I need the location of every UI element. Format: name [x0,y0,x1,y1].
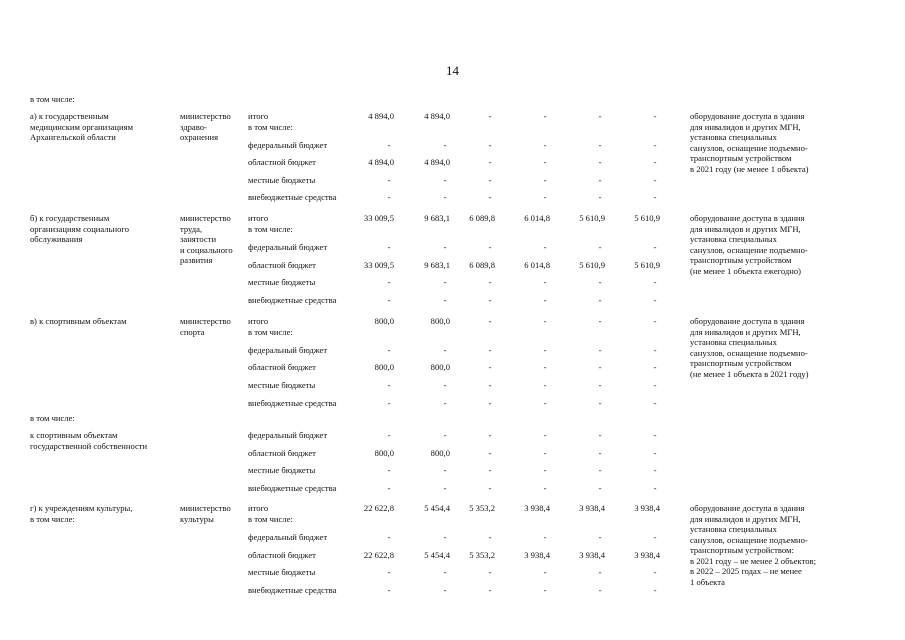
source-value-cell: - [488,585,492,595]
source-value-cell: - [488,157,492,167]
expected-result: санузлов, оснащение подъемно- [690,347,808,358]
source-value-cell: - [387,465,391,475]
row-name: государственной собственности [30,440,148,451]
source-value-cell: - [387,277,391,287]
source-value-cell: - [543,140,547,150]
source-value-cell: - [488,483,492,493]
total-value-cell: 33 009,5 [363,213,394,223]
source-value-cell: - [598,345,602,355]
ministry-name: министерство [180,213,231,223]
funding-source: местные бюджеты [248,465,316,475]
source-value-cell: 800,0 [374,362,394,372]
source-value-cell: - [543,430,547,440]
source-value-cell: - [488,430,492,440]
funding-source: внебюджетные средства [248,398,337,408]
source-value-cell: - [543,345,547,355]
source-value-cell: - [443,380,447,390]
source-value-cell: - [653,362,657,372]
expected-result: для инвалидов и других МГН, [690,223,801,234]
source-value-cell: - [543,277,547,287]
source-value-cell: - [543,483,547,493]
sub-label: в том числе: [30,413,75,423]
source-value-cell: - [488,295,492,305]
expected-result: оборудование доступа в здания [690,213,805,223]
funding-source: областной бюджет [248,448,316,458]
source-value-cell: - [653,567,657,577]
source-value-cell: - [543,192,547,202]
source-value-cell: - [387,192,391,202]
total-value-cell: 6 014,8 [524,213,550,223]
total-label: в том числе: [248,326,293,337]
expected-result: установка специальных [690,337,777,347]
source-value-cell: 800,0 [430,448,450,458]
total-value-cell: - [543,111,547,121]
source-value-cell: - [653,398,657,408]
funding-source: областной бюджет [248,362,316,372]
source-value-cell: - [543,585,547,595]
source-value-cell: - [387,295,391,305]
source-value-cell: - [443,345,447,355]
total-value-cell: - [543,316,547,326]
expected-result: установка специальных [690,234,777,244]
source-value-cell: - [443,430,447,440]
source-value-cell: - [543,295,547,305]
source-value-cell: - [543,157,547,167]
source-value-cell: - [598,380,602,390]
source-value-cell: - [387,242,391,252]
source-value-cell: - [443,585,447,595]
funding-source: федеральный бюджет [248,242,328,252]
total-value-cell: - [488,111,492,121]
expected-result: оборудование доступа в здания [690,316,805,326]
total-value-cell: 3 938,4 [634,503,660,513]
source-value-cell: - [387,380,391,390]
total-value-cell: 800,0 [430,316,450,326]
source-value-cell: - [598,295,602,305]
intro-label: в том числе: [30,94,75,104]
funding-source: местные бюджеты [248,277,316,287]
total-value-cell: 3 938,4 [579,503,605,513]
source-value-cell: - [443,465,447,475]
source-value-cell: 3 938,4 [634,550,660,560]
total-value-cell: 5 454,4 [424,503,450,513]
ministry-name: культуры [180,513,214,524]
source-value-cell: - [488,532,492,542]
source-value-cell: - [443,140,447,150]
expected-result: санузлов, оснащение подъемно- [690,534,808,545]
expected-result: установка специальных [690,524,777,534]
ministry-name: спорта [180,326,205,337]
source-value-cell: - [387,140,391,150]
source-value-cell: 3 938,4 [579,550,605,560]
total-label: итого [248,316,269,326]
total-value-cell: 5 353,2 [469,503,495,513]
source-value-cell: - [653,345,657,355]
expected-result: 1 объекта [690,576,725,587]
source-value-cell: - [598,398,602,408]
source-value-cell: 6 014,8 [524,260,550,270]
row-name: медицинским организациям [30,121,134,132]
total-value-cell: 4 894,0 [424,111,450,121]
total-value-cell: - [598,316,602,326]
source-value-cell: 4 894,0 [368,157,394,167]
expected-result: оборудование доступа в здания [690,503,805,513]
source-value-cell: - [488,448,492,458]
total-value-cell: 4 894,0 [368,111,394,121]
source-value-cell: - [598,192,602,202]
source-value-cell: - [543,362,547,372]
source-value-cell: - [653,175,657,185]
ministry-name: здраво- [180,121,207,132]
total-value-cell: - [653,316,657,326]
ministry-name: и социального [180,244,233,255]
source-value-cell: - [387,585,391,595]
total-value-cell: - [653,111,657,121]
source-value-cell: 33 009,5 [363,260,394,270]
ministry-name: министерство [180,503,231,513]
source-value-cell: - [387,567,391,577]
source-value-cell: - [387,483,391,493]
source-value-cell: - [598,465,602,475]
funding-source: внебюджетные средства [248,295,337,305]
ministry-name: министерство [180,111,231,121]
source-value-cell: - [488,465,492,475]
source-value-cell: - [598,532,602,542]
expected-result: транспортным устройством: [690,545,794,555]
ministry-name: труда, [180,223,203,234]
source-value-cell: - [488,362,492,372]
expected-result: для инвалидов и других МГН, [690,326,801,337]
source-value-cell: - [488,175,492,185]
total-value-cell: 5 610,9 [579,213,605,223]
source-value-cell: - [543,380,547,390]
total-value-cell: 22 622,8 [363,503,394,513]
row-name: обслуживания [30,234,83,244]
expected-result: в 2022 – 2025 годах – не менее [690,566,802,576]
row-name: а) к государственным [30,111,109,121]
funding-source: федеральный бюджет [248,430,328,440]
source-value-cell: - [598,430,602,440]
source-value-cell: - [653,448,657,458]
expected-result: санузлов, оснащение подъемно- [690,142,808,153]
source-value-cell: 3 938,4 [524,550,550,560]
funding-source: местные бюджеты [248,567,316,577]
source-value-cell: - [543,567,547,577]
expected-result: установка специальных [690,132,777,142]
total-value-cell: - [488,316,492,326]
ministry-name: развития [180,255,213,265]
source-value-cell: - [488,567,492,577]
source-value-cell: - [443,483,447,493]
total-label: итого [248,503,269,513]
source-value-cell: - [543,448,547,458]
source-value-cell: - [598,242,602,252]
source-value-cell: - [443,567,447,577]
row-name: в том числе: [30,513,75,524]
source-value-cell: - [598,140,602,150]
source-value-cell: - [443,242,447,252]
source-value-cell: - [598,157,602,167]
total-label: итого [248,213,269,223]
row-name: Архангельской области [30,132,116,142]
source-value-cell: 800,0 [430,362,450,372]
source-value-cell: - [653,140,657,150]
source-value-cell: - [387,345,391,355]
source-value-cell: - [543,175,547,185]
source-value-cell: - [653,192,657,202]
row-name: б) к государственным [30,213,110,223]
expected-result: (не менее 1 объекта в 2021 году) [690,368,809,379]
ministry-name: министерство [180,316,231,326]
source-value-cell: - [598,567,602,577]
funding-source: внебюджетные средства [248,483,337,493]
source-value-cell: - [598,483,602,493]
total-value-cell: 800,0 [374,316,394,326]
source-value-cell: - [488,277,492,287]
total-value-cell: 6 089,8 [469,213,495,223]
source-value-cell: - [653,483,657,493]
source-value-cell: - [488,140,492,150]
total-value-cell: 3 938,4 [524,503,550,513]
total-value-cell: 9 683,1 [424,213,450,223]
source-value-cell: - [443,192,447,202]
total-label: итого [248,111,269,121]
funding-source: федеральный бюджет [248,532,328,542]
source-value-cell: 6 089,8 [469,260,495,270]
total-label: в том числе: [248,121,293,132]
expected-result: транспортным устройством [690,358,792,368]
total-label: в том числе: [248,513,293,524]
source-value-cell: - [653,465,657,475]
expected-result: транспортным устройством [690,255,792,265]
source-value-cell: - [653,380,657,390]
source-value-cell: - [543,532,547,542]
expected-result: транспортным устройством [690,153,792,163]
expected-result: для инвалидов и других МГН, [690,513,801,524]
source-value-cell: 4 894,0 [424,157,450,167]
source-value-cell: - [598,585,602,595]
source-value-cell: 9 683,1 [424,260,450,270]
total-value-cell: - [598,111,602,121]
source-value-cell: - [443,175,447,185]
source-value-cell: - [653,430,657,440]
source-value-cell: - [598,448,602,458]
row-name: к спортивным объектам [30,430,118,440]
source-value-cell: - [543,398,547,408]
source-value-cell: - [488,380,492,390]
source-value-cell: - [598,362,602,372]
funding-source: местные бюджеты [248,380,316,390]
source-value-cell: - [387,532,391,542]
source-value-cell: - [543,242,547,252]
source-value-cell: - [598,175,602,185]
page-number: 14 [446,63,459,78]
source-value-cell: - [653,157,657,167]
funding-source: областной бюджет [248,550,316,560]
funding-source: федеральный бюджет [248,345,328,355]
source-value-cell: 5 610,9 [634,260,660,270]
ministry-name: охранения [180,132,219,142]
source-value-cell: - [387,175,391,185]
source-value-cell: - [653,277,657,287]
source-value-cell: 5 454,4 [424,550,450,560]
funding-source: федеральный бюджет [248,140,328,150]
source-value-cell: - [488,345,492,355]
row-name: г) к учреждениям культуры, [30,503,133,513]
ministry-name: занятости [180,234,217,244]
row-name: организациям социального [30,223,129,234]
source-value-cell: 22 622,8 [363,550,394,560]
funding-source: внебюджетные средства [248,585,337,595]
funding-source: внебюджетные средства [248,192,337,202]
funding-source: областной бюджет [248,260,316,270]
expected-result: оборудование доступа в здания [690,111,805,121]
source-value-cell: - [387,430,391,440]
expected-result: санузлов, оснащение подъемно- [690,244,808,255]
expected-result: в 2021 году – не менее 2 объектов; [690,555,816,566]
source-value-cell: - [443,532,447,542]
total-value-cell: 5 610,9 [634,213,660,223]
source-value-cell: - [543,465,547,475]
source-value-cell: - [488,242,492,252]
source-value-cell: 5 610,9 [579,260,605,270]
total-label: в том числе: [248,223,293,234]
source-value-cell: - [653,585,657,595]
expected-result: в 2021 году (не менее 1 объекта) [690,163,809,174]
source-value-cell: - [488,398,492,408]
expected-result: для инвалидов и других МГН, [690,121,801,132]
funding-source: местные бюджеты [248,175,316,185]
source-value-cell: - [653,242,657,252]
source-value-cell: - [443,295,447,305]
expected-result: (не менее 1 объекта ежегодно) [690,265,802,276]
source-value-cell: - [387,398,391,408]
source-value-cell: - [653,532,657,542]
funding-source: областной бюджет [248,157,316,167]
source-value-cell: - [443,277,447,287]
source-value-cell: 800,0 [374,448,394,458]
source-value-cell: - [653,295,657,305]
source-value-cell: - [598,277,602,287]
source-value-cell: 5 353,2 [469,550,495,560]
row-name: в) к спортивным объектам [30,316,127,326]
source-value-cell: - [488,192,492,202]
source-value-cell: - [443,398,447,408]
